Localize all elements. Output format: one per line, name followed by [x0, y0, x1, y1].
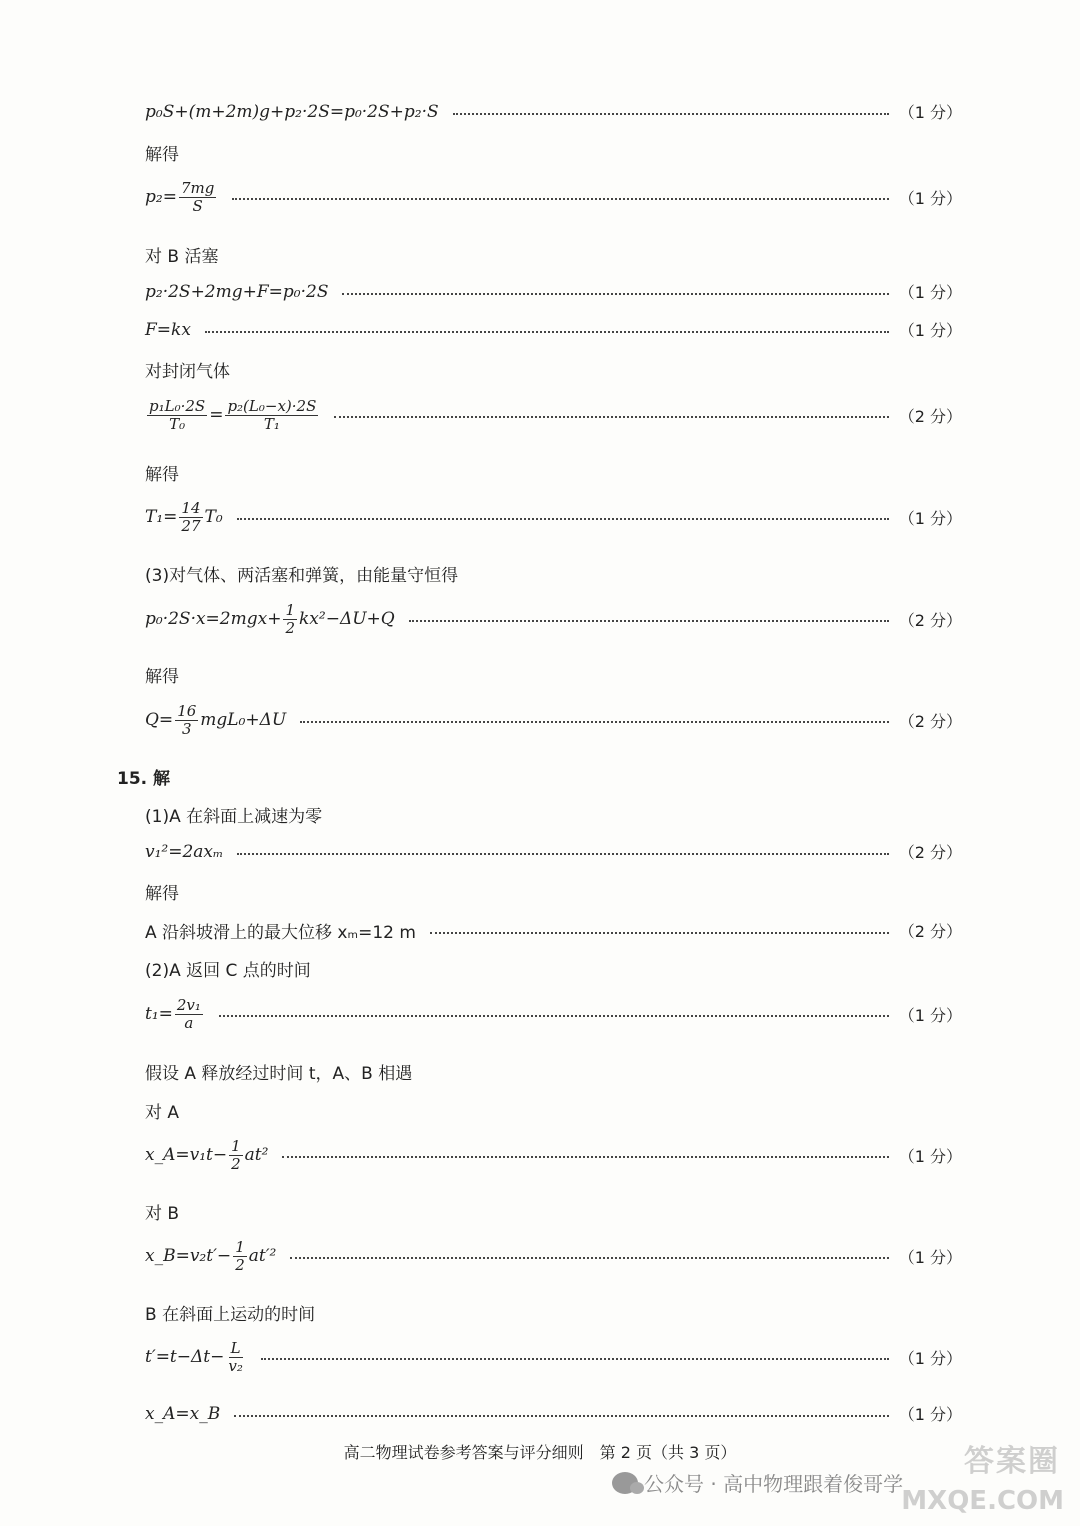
- dot-leader: [261, 1358, 889, 1360]
- equation-suffix: at²: [244, 1145, 269, 1165]
- numerator: 1: [235, 1238, 245, 1256]
- denominator: v₂: [228, 1356, 243, 1375]
- label: 解得: [145, 465, 179, 485]
- equation: F=kx: [145, 319, 191, 340]
- label: 假设 A 释放经过时间 t，A、B 相遇: [145, 1064, 413, 1084]
- equation-prefix: p₂=: [145, 187, 177, 207]
- denominator: T₁: [263, 414, 280, 433]
- text-line: [145, 140, 962, 165]
- label: (2)A 返回 C 点的时间: [145, 961, 311, 981]
- equals-sign: =: [209, 405, 224, 425]
- equation-line: [145, 318, 962, 341]
- fraction: [147, 398, 207, 432]
- fraction: [229, 1138, 243, 1172]
- site-watermark-bottom: MXQE.COM: [901, 1486, 1064, 1516]
- label: 解得: [145, 667, 179, 687]
- equation-line: [145, 280, 962, 303]
- fraction: [175, 997, 203, 1031]
- numerator: 16: [177, 702, 197, 720]
- text-line: [145, 879, 962, 904]
- score: （1 分）: [898, 1348, 962, 1368]
- page-footer: 高二物理试卷参考答案与评分细则 第 2 页（共 3 页）: [343, 1443, 737, 1462]
- numerator: p₂(L₀−x)·2S: [227, 397, 317, 415]
- dot-leader: [300, 721, 888, 723]
- dot-leader: [453, 113, 889, 115]
- text-line: [145, 1199, 962, 1224]
- dot-leader: [430, 932, 889, 934]
- equation-prefix: x_A=v₁t−: [145, 1145, 228, 1165]
- denominator: a: [184, 1013, 194, 1032]
- denominator: 2: [285, 618, 295, 637]
- text-line: [145, 1300, 962, 1325]
- denominator: 3: [181, 719, 192, 738]
- text-line: [145, 956, 962, 981]
- equation-suffix: kx²−ΔU+Q: [299, 609, 395, 629]
- score: （1 分）: [898, 1005, 962, 1025]
- numerator: 1: [231, 1137, 241, 1155]
- fraction: [175, 703, 198, 737]
- score: （1 分）: [898, 1405, 962, 1424]
- fraction: [226, 1340, 245, 1374]
- dot-leader: [282, 1156, 888, 1158]
- dot-leader: [342, 293, 888, 295]
- score: （1 分）: [898, 188, 962, 208]
- equation-prefix: t′=t−Δt−: [145, 1347, 225, 1367]
- equation-prefix: Q=: [145, 710, 174, 730]
- text-line: [145, 561, 962, 586]
- dot-leader: [205, 331, 889, 333]
- text-line: [145, 1059, 962, 1084]
- label: B 在斜面上运动的时间: [145, 1305, 316, 1325]
- equation-line: [145, 1402, 962, 1425]
- fraction: [225, 398, 318, 432]
- score: （1 分）: [898, 1247, 962, 1267]
- score: （2 分）: [898, 406, 962, 426]
- numerator: 1: [285, 601, 295, 619]
- equation: A 沿斜坡滑上的最大位移 xₘ=12 m: [145, 923, 416, 943]
- equation-suffix: T₀: [204, 507, 223, 527]
- equation-line: [145, 918, 962, 943]
- equation-line: [145, 1340, 962, 1374]
- equation-prefix: x_B=v₂t′−: [145, 1246, 232, 1266]
- text-line: [145, 357, 962, 382]
- dot-leader: [237, 518, 889, 520]
- equation-line: [145, 180, 962, 214]
- equation-prefix: t₁=: [145, 1004, 173, 1024]
- label: 对 B: [145, 1204, 180, 1224]
- score: （1 分）: [898, 103, 962, 122]
- text-line: [145, 460, 962, 485]
- equation-line: [145, 1138, 962, 1172]
- dot-leader: [232, 198, 888, 200]
- fraction: [233, 1239, 247, 1273]
- denominator: 27: [181, 516, 201, 535]
- numerator: p₁L₀·2S: [149, 397, 206, 415]
- label: 解得: [145, 145, 179, 165]
- equation: p₂·2S+2mg+F=p₀·2S: [145, 281, 329, 302]
- label: 对 B 活塞: [145, 247, 219, 267]
- label: 解得: [145, 884, 179, 904]
- equation-line: [145, 602, 962, 636]
- dot-leader: [409, 620, 889, 622]
- score: （1 分）: [898, 508, 962, 528]
- equation-line: [145, 398, 962, 432]
- fraction: [179, 500, 202, 534]
- equation-line: [145, 500, 962, 534]
- dot-leader: [219, 1015, 889, 1017]
- score: （1 分）: [898, 321, 962, 340]
- score: （2 分）: [898, 711, 962, 731]
- denominator: S: [192, 196, 203, 215]
- denominator: 2: [235, 1255, 245, 1274]
- text-line: [145, 802, 962, 827]
- numerator: 2v₁: [176, 996, 201, 1014]
- text-line: [145, 1098, 962, 1123]
- numerator: L: [230, 1339, 241, 1357]
- equation: p₀S+(m+2m)g+p₂·2S=p₀·2S+p₂·S: [145, 101, 439, 122]
- equation-suffix: mgL₀+ΔU: [200, 710, 287, 730]
- equation-line: [145, 840, 962, 863]
- score: （1 分）: [898, 1146, 962, 1166]
- numerator: 14: [181, 499, 201, 517]
- wechat-icon: [612, 1472, 638, 1494]
- equation-line: [145, 1239, 962, 1273]
- equation: x_A=x_B: [145, 1403, 221, 1424]
- equation-prefix: p₀·2S·x=2mgx+: [145, 609, 282, 629]
- label: (3)对气体、两活塞和弹簧，由能量守恒得: [145, 566, 459, 586]
- text-line: [145, 242, 962, 267]
- question-number: 15. 解: [117, 769, 171, 789]
- label: 对 A: [145, 1103, 180, 1123]
- equation-line: [145, 100, 962, 123]
- score: （2 分）: [898, 843, 962, 862]
- score: （1 分）: [898, 283, 962, 302]
- site-watermark-top: 答案圈: [964, 1444, 1060, 1479]
- score: （2 分）: [898, 922, 962, 941]
- equation-suffix: at′²: [248, 1246, 277, 1266]
- dot-leader: [234, 1415, 889, 1417]
- label: 对封闭气体: [145, 362, 230, 382]
- denominator: 2: [231, 1154, 241, 1173]
- dot-leader: [334, 416, 888, 418]
- dot-leader: [290, 1257, 888, 1259]
- denominator: T₀: [169, 414, 186, 433]
- score: （2 分）: [898, 610, 962, 630]
- equation-prefix: T₁=: [145, 507, 178, 527]
- text-line: [145, 662, 962, 687]
- fraction: [179, 180, 216, 214]
- label: (1)A 在斜面上减速为零: [145, 807, 323, 827]
- numerator: 7mg: [180, 179, 215, 197]
- equation-line: [145, 997, 962, 1031]
- equation: v₁²=2axₘ: [145, 841, 224, 862]
- fraction: [283, 602, 297, 636]
- dot-leader: [237, 853, 888, 855]
- wechat-watermark-text: 公众号 · 高中物理跟着俊哥学: [644, 1472, 904, 1496]
- wechat-watermark: [612, 1468, 903, 1497]
- equation-line: [145, 703, 962, 737]
